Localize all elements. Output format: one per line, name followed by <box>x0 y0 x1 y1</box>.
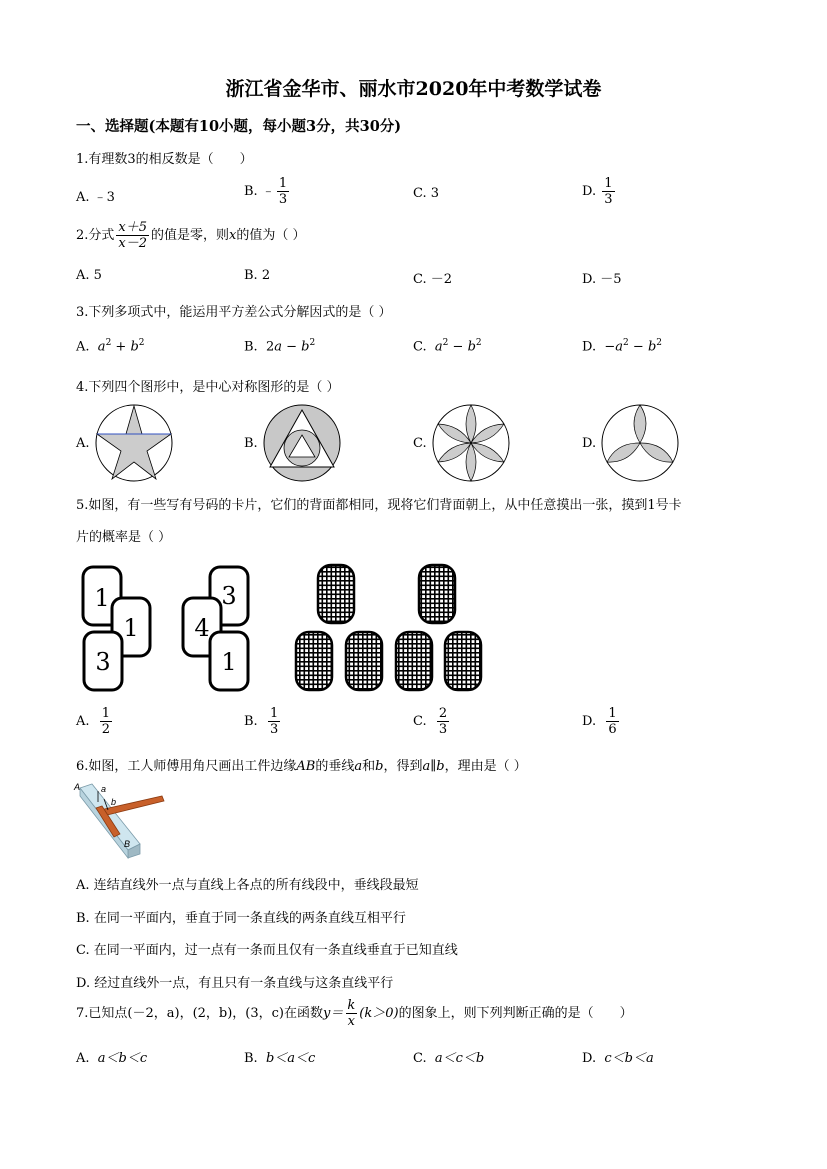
q6-option-b: B. 在同一平面内，垂直于同一条直线的两条直线互相平行 <box>76 911 406 926</box>
card-number: 1 <box>123 614 139 642</box>
question-4-stem: 4.下列四个图形中，是中心对称图形的是（ ） <box>76 380 340 395</box>
q2-option-d: D. －5 <box>582 272 622 287</box>
q6-option-d: D. 经过直线外一点，有且只有一条直线与这条直线平行 <box>76 976 394 991</box>
card-number: 3 <box>221 582 237 610</box>
q5-cards-front-group-2 <box>180 564 260 692</box>
q6-label-B: B <box>124 839 131 849</box>
section-heading: 一、选择题(本题有10小题，每小题3分，共30分) <box>76 118 402 135</box>
q6-label-a: a <box>101 784 107 794</box>
q7-option-a: A. a＜b＜c <box>76 1051 148 1066</box>
q1-option-a: A. ﹣3 <box>76 190 115 205</box>
q1-option-b: B. ﹣ $\frac{1}{3}$ <box>244 176 288 207</box>
q6-label-A: A <box>74 782 81 792</box>
q2-option-b: B. 2 <box>244 268 271 283</box>
question-2-stem: 2.分式 $\frac{x+5}{x-2}$ 的值是零，则x的值为（ ） <box>76 220 306 251</box>
card-number: 4 <box>194 614 210 642</box>
card-number: 1 <box>94 584 110 612</box>
q4-label-c: C. <box>413 436 427 451</box>
q4-label-b: B. <box>244 436 258 451</box>
q6-option-c: C. 在同一平面内，过一点有一条而且仅有一条直线垂直于已知直线 <box>76 943 458 958</box>
card-number: 3 <box>95 648 111 676</box>
q3-option-d: D. $-a^2 - b^2$ <box>582 338 662 355</box>
q6-option-a: A. 连结直线外一点与直线上各点的所有线段中，垂线段最短 <box>76 878 419 893</box>
q5-option-a: A. $\frac{1}{2}$ <box>76 706 111 737</box>
q7-option-c: C. a＜c＜b <box>413 1051 485 1066</box>
q7-option-b: B. b＜a＜c <box>244 1051 316 1066</box>
q6-label-b: b <box>111 797 117 807</box>
q2-option-a: A. 5 <box>76 268 102 283</box>
q5-option-c: C. $\frac{2}{3}$ <box>413 706 448 737</box>
q7-option-d: D. c＜b＜a <box>582 1051 654 1066</box>
q5-cards-front-group-1 <box>80 564 160 692</box>
q3-option-c: C. $a^2 - b^2$ <box>413 338 482 355</box>
q4-label-a: A. <box>76 436 90 451</box>
q3-option-b: B. $2a - b^2$ <box>244 338 316 355</box>
question-5-stem-line2: 片的概率是（ ） <box>76 530 172 545</box>
q1-option-d: D. $\frac{1}{3}$ <box>582 176 613 207</box>
q3-option-a: A. $a^2 + b^2$ <box>76 338 145 355</box>
question-3-stem: 3.下列多项式中，能运用平方差公式分解因式的是（ ） <box>76 305 392 320</box>
q4-label-d: D. <box>582 436 597 451</box>
q5-cards-back-group <box>290 562 490 694</box>
question-6-stem: 6.如图，工人师傅用角尺画出工件边缘AB的垂线a和b，得到a∥b，理由是（ ） <box>76 759 527 774</box>
q4-figure-triangle <box>262 403 342 483</box>
q2-option-c: C. －2 <box>413 272 453 287</box>
page-title: 浙江省金华市、丽水市2020年中考数学试卷 <box>225 78 602 100</box>
q4-figure-three-petal <box>600 403 680 483</box>
question-7-stem: 7.已知点(－2，a)，(2，b)，(3，c)在函数y＝ $\frac{k}{x}$ (k＞0)的图象上，则下列判断正确的是（ ） <box>76 998 633 1029</box>
q4-figure-star <box>94 403 174 483</box>
question-5-stem-line1: 5.如图，有一些写有号码的卡片，它们的背面都相同，现将它们背面朝上，从中任意摸出一张，摸到1号卡 <box>76 498 682 513</box>
q1-option-c: C. 3 <box>413 186 440 201</box>
card-number: 1 <box>221 648 237 676</box>
question-1-stem: 1.有理数3的相反数是（ ） <box>76 152 253 167</box>
q5-option-d: D. $\frac{1}{6}$ <box>582 706 617 737</box>
q6-figure-square-ruler <box>74 782 170 858</box>
q5-option-b: B. $\frac{1}{3}$ <box>244 706 279 737</box>
q4-figure-flower <box>431 403 511 483</box>
